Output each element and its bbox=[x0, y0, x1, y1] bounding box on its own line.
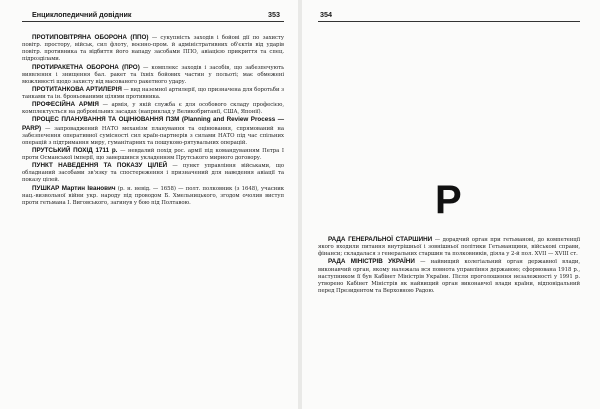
blank-section-area bbox=[312, 28, 582, 178]
right-header-rule bbox=[318, 21, 580, 22]
entry-text: — армія, у якій служба є для особового складу професією, комплектується на добровільних засадах (наприклад у Великобританії, США, Японії). bbox=[22, 102, 285, 116]
entry-air-defense bbox=[22, 34, 284, 64]
entry-general-starshyna-council bbox=[318, 236, 580, 258]
entry-council-of-ministers bbox=[318, 258, 580, 295]
entry-term: РАДА ГЕНЕРАЛЬНОЇ СТАРШИНИ bbox=[328, 236, 433, 243]
entry-term: ПРОТИТАНКОВА АРТИЛЕРІЯ bbox=[32, 85, 122, 93]
right-running-header bbox=[318, 8, 580, 21]
left-page bbox=[0, 0, 298, 409]
entry-professional-army bbox=[22, 101, 284, 116]
entry-term: ПРУТСЬКИЙ ПОХІД 1711 р. bbox=[32, 146, 118, 154]
entry-text: — найвищий колегіальний орган державної влади, виконавчий орган, якому належала вся повнота управління державою; сформована 1918 р., наступником її був Кабінет Міністрів України. Після проголошення незалежності у 1991 р. утворено Кабінет Міністрів як найвищий орган виконавчої влади країни, відповідальний перед Президентом та Верховною Радою. bbox=[318, 259, 580, 294]
left-header-rule bbox=[22, 21, 284, 22]
entry-text: (р. н. невід. — 1658) — полт. полковник (з 1648), учасник нац.-визвольної війни укр. народу під проводом Б. Хмельницького, згодом очолив виступ проти гетьмана І. Виговського, загинув у бою під Полтавою. bbox=[22, 185, 284, 206]
right-page bbox=[302, 0, 600, 409]
left-page-body bbox=[22, 34, 284, 207]
entry-missile-defense bbox=[22, 64, 284, 86]
entry-text: — невдалий похід рос. армії під командуванням Петра I проти Османської імперії, що завершився укладенням Прутського мирного договору. bbox=[22, 147, 284, 161]
right-page-number: 354 bbox=[320, 10, 332, 19]
entry-term: ПУШКАР Мартин Іванович bbox=[32, 184, 116, 192]
entry-parp bbox=[22, 116, 284, 147]
entry-term: ПРОТИРАКЕТНА ОБОРОНА (ПРО) bbox=[32, 63, 140, 71]
entry-text: — пункт управління військами, що обладнаний засобами зв'язку та спостереження і призначений для наведення авіації та показу цілей. bbox=[22, 163, 284, 184]
entry-antitank-artillery bbox=[22, 86, 284, 101]
entry-term: ПРОФЕСІЙНА АРМІЯ bbox=[32, 101, 99, 109]
entry-text: — комплекс заходів і засобів, що забезпечують виявлення і знищення бал. ракет та їхніх бойових частин у польоті; має обмежені можливості щодо захисту від масованого ракетного удару. bbox=[22, 64, 284, 85]
entry-text: — дорадчий орган при гетьманові, до компетенції якого входили питання внутрішньої і зовнішньої політики Гетьманщини, військові справи, фінанси; складалася з генеральних старшин та полковників, діяла у 2-й пол. XVII — XVIII ст. bbox=[318, 237, 580, 258]
entry-term: РАДА МІНІСТРІВ УКРАЇНИ bbox=[328, 258, 415, 266]
entry-text: — вид наземної артилерії, що призначена для боротьби з танками та ін. броньованими цілями противника. bbox=[22, 86, 285, 100]
left-header-title: Енциклопедичний довідник bbox=[32, 10, 132, 19]
entry-term: ПУНКТ НАВЕДЕННЯ ТА ПОКАЗУ ЦІЛЕЙ bbox=[32, 162, 168, 170]
entry-text: — запроваджений НАТО механізм планування та оцінювання, спрямований на забезпечення оперативної сумісності сил країн-партнерів з силами НАТО під час спільних операцій з підтримання миру, гуманітарних та пошуково-рятувальних операцій. bbox=[22, 125, 284, 146]
entry-term: ПРОТИПОВІТРЯНА ОБОРОНА (ППО) bbox=[32, 34, 149, 41]
left-page-number: 353 bbox=[268, 10, 280, 19]
entry-pushkar bbox=[22, 185, 284, 207]
entry-target-point bbox=[22, 162, 284, 184]
left-running-header bbox=[22, 8, 284, 21]
entry-prut-campaign bbox=[22, 147, 284, 162]
right-page-body bbox=[318, 236, 580, 295]
section-letter: Р bbox=[435, 178, 462, 222]
entry-text: — сукупність заходів і бойові дії по захисту повітр. простору, військ, сил флоту, воєнно-пром. й адміністративних об'єктів від ударів повітр. противника та відбиття його нападу засобами ППО, авіацією прикриття та спец. підрозділами. bbox=[22, 35, 284, 63]
entry-term: ПРОЦЕС ПЛАНУВАННЯ ТА ОЦІНЮВАННЯ ПЗМ (Planning and Review Process — PARP) bbox=[22, 116, 284, 132]
